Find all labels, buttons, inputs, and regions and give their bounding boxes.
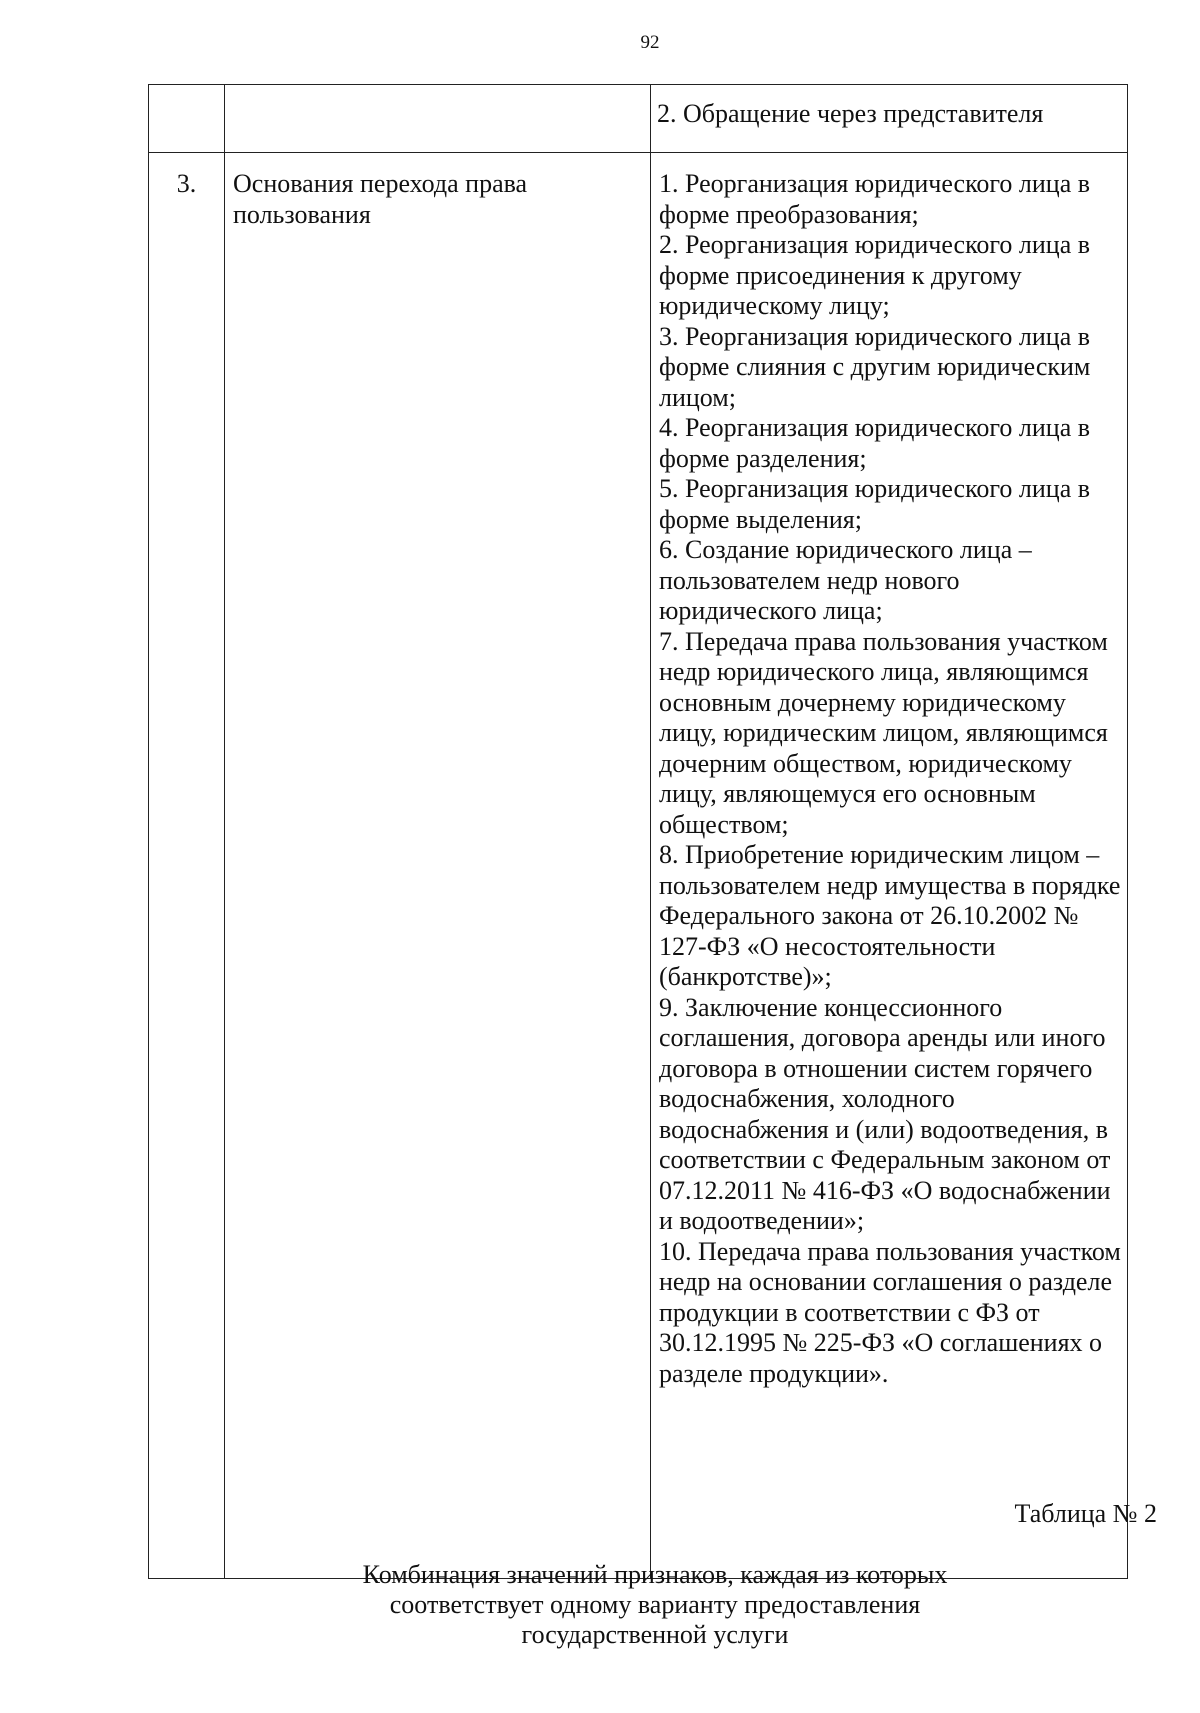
list-item: 3. Реорганизация юридического лица в форме слияния с другим юридическим лицом; (659, 321, 1091, 412)
list-item: 10. Передача права пользования участком недр на основании соглашения о разделе продукции в соответствии с ФЗ от 30.12.1995 № 225-ФЗ «О соглашениях о разделе продукции». (659, 1236, 1121, 1388)
caption-line: соответствует одному варианту предоставления (389, 1590, 921, 1619)
table-row (149, 153, 1128, 1579)
list-item: 6. Создание юридического лица – пользователем недр нового юридического лица; (659, 535, 1032, 625)
row-value-cell (651, 153, 1128, 1579)
table-caption (0, 1560, 1200, 1650)
list-item: 4. Реорганизация юридического лица в форме разделения; (659, 413, 1091, 473)
list-item: 1. Реорганизация юридического лица в форме преобразования; (659, 169, 1091, 229)
row-number-cell (149, 85, 225, 153)
table-label: Таблица № 2 (1014, 1499, 1157, 1528)
row-number-cell: 3. (149, 153, 225, 1579)
list-item: 8. Приобретение юридическим лицом – пользователем недр имущества в порядке Федерального закона от 26.10.2002 № 127-ФЗ «О несостоятельности (банкротстве)»; (659, 840, 1121, 991)
row-name-cell: Основания перехода права пользования (225, 153, 651, 1579)
services-table (148, 84, 1128, 1579)
list-item: 2. Реорганизация юридического лица в форме присоединения к другому юридическому лицу; (659, 230, 1091, 320)
table-row (149, 85, 1128, 153)
row-value-cell: 2. Обращение через представителя (651, 85, 1128, 153)
page-number: 92 (640, 32, 660, 53)
list-item: 5. Реорганизация юридического лица в форме выделения; (659, 474, 1091, 534)
row-name-cell (225, 85, 651, 153)
caption-line: Комбинация значений признаков, каждая из которых (362, 1560, 948, 1589)
transfer-basis-list (659, 169, 1121, 1389)
caption-line: государственной услуги (521, 1620, 789, 1649)
list-item: 9. Заключение концессионного соглашения, договора аренды или иного договора в отношении систем горячего водоснабжения, холодного водоснабжения и (или) водоотведения, в соответствии с Федеральным законом от 07.12.2011 № 416-ФЗ «О водоснабжении и водоотведении»; (659, 992, 1111, 1235)
list-item: 7. Передача права пользования участком недр юридического лица, являющимся основным дочернему юридическому лицу, юридическим лицом, являющимся дочерним обществом, юридическому лицу, являющемуся его основным обществом; (659, 626, 1108, 839)
